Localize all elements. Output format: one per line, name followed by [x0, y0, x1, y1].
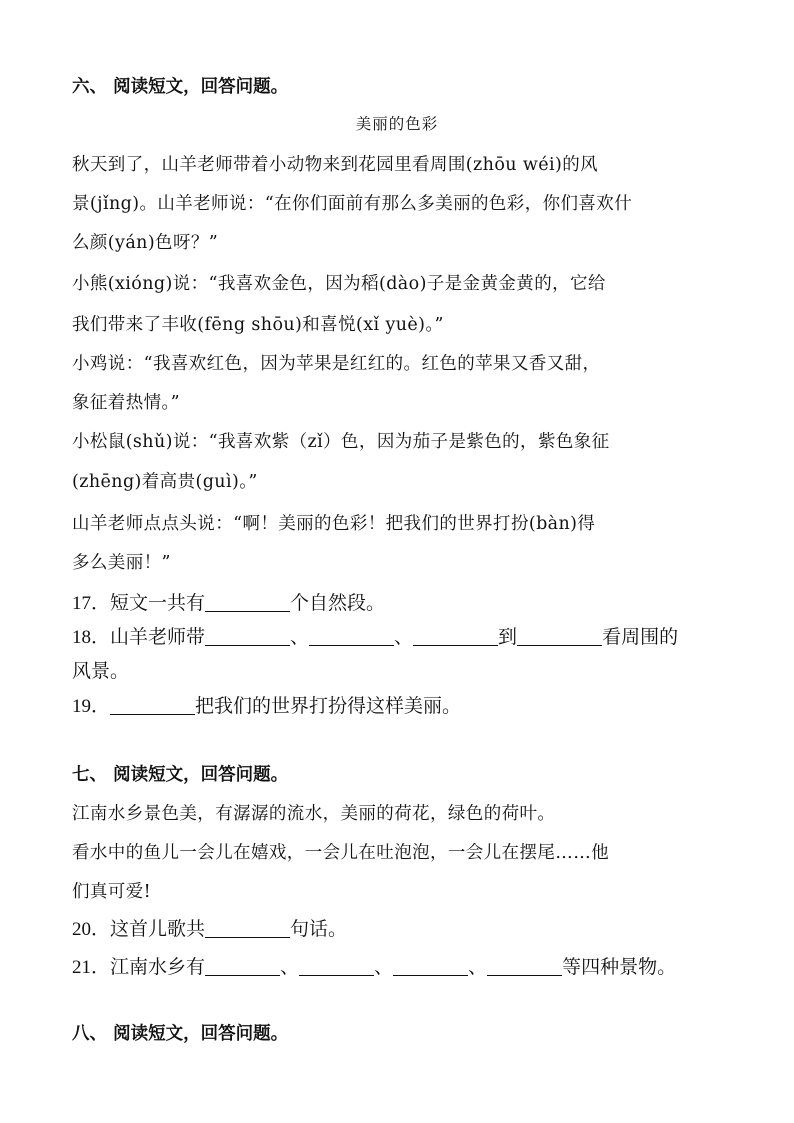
answer-blank[interactable] — [299, 957, 374, 976]
question-18-continued: 风景。 — [72, 661, 130, 682]
passage-line: 景(jǐng)。山羊老师说：“在你们面前有那么多美丽的色彩，你们喜欢什 — [72, 194, 633, 214]
passage-line: 象征着热情。” — [72, 393, 180, 413]
answer-blank[interactable] — [205, 957, 280, 976]
passage-line: 江南水乡景色美，有潺潺的流水，美丽的荷花，绿色的荷叶。 — [72, 804, 556, 824]
passage-line: 小鸡说：“我喜欢红色，因为苹果是红红的。红色的苹果又香又甜， — [72, 354, 601, 374]
section-7-heading: 七、 阅读短文，回答问题。 — [72, 765, 289, 785]
passage-line: 秋天到了，山羊老师带着小动物来到花园里看周围(zhōu wéi)的风 — [72, 155, 599, 175]
answer-blank[interactable] — [110, 696, 195, 715]
question-19: 19． 把我们的世界打扮得这样美丽。 — [72, 696, 462, 717]
question-17: 17．短文一共有 个自然段。 — [72, 593, 386, 614]
answer-blank[interactable] — [205, 627, 290, 646]
passage-line: 我们带来了丰收(fēng shōu)和喜悦(xǐ yuè)。” — [72, 315, 444, 335]
answer-blank[interactable] — [205, 593, 290, 612]
answer-blank[interactable] — [309, 627, 394, 646]
question-20: 20．这首儿歌共 句话。 — [72, 919, 348, 940]
passage-line: 山羊老师点点头说：“啊！美丽的色彩！把我们的世界打扮(bàn)得 — [72, 514, 596, 534]
passage-line: (zhēng)着高贵(guì)。” — [72, 472, 258, 492]
passage-line: 小松鼠(shǔ)说：“我喜欢紫（zǐ）色，因为茄子是紫色的，紫色象征 — [72, 432, 610, 452]
passage-line: 多么美丽！” — [72, 553, 171, 573]
passage-line: 小熊(xióng)说：“我喜欢金色，因为稻(dào)子是金黄金黄的，它给 — [72, 274, 606, 294]
question-18: 18．山羊老师带 、 、 到 看周围的 — [72, 627, 679, 648]
answer-blank[interactable] — [413, 627, 498, 646]
passage-line: 么颜(yán)色呀？” — [72, 233, 219, 253]
answer-blank[interactable] — [393, 957, 468, 976]
answer-blank[interactable] — [205, 919, 290, 938]
section-8-heading: 八、 阅读短文，回答问题。 — [72, 1024, 289, 1044]
passage-line: 看水中的鱼儿一会儿在嬉戏，一会儿在吐泡泡，一会儿在摆尾……他 — [72, 843, 609, 863]
passage-line: 们真可爱! — [72, 882, 152, 902]
question-21: 21．江南水乡有 、 、 、 等四种景物。 — [72, 957, 677, 978]
passage-title: 美丽的色彩 — [355, 115, 439, 133]
answer-blank[interactable] — [517, 627, 602, 646]
section-6-heading: 六、 阅读短文，回答问题。 — [72, 77, 289, 97]
answer-blank[interactable] — [487, 957, 562, 976]
